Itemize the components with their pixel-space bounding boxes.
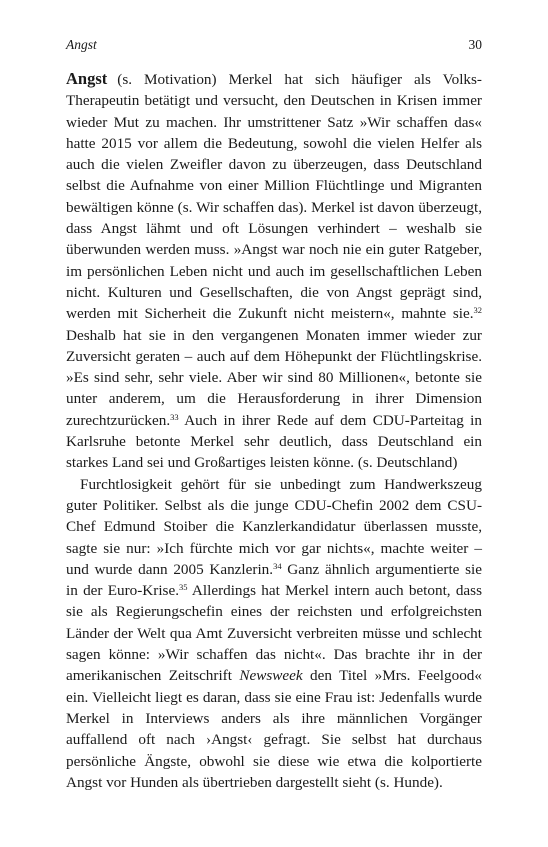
paragraph bbox=[66, 68, 482, 474]
running-head bbox=[66, 36, 482, 54]
text-run: Furchtlosigkeit gehört für sie unbedingt zum Handwerkszeug guter Politiker. Selbst als die junge CDU-Chefin 2002 dem CSU-Chef Edmund Stoiber die Kanzlerkandidatur überlassen musste, sagte sie nur: »Ich fürchte mich vor gar nichts«, machte weiter – und wurde dann 2005 Kanzlerin. bbox=[66, 475, 482, 578]
footnote-marker: 33 bbox=[170, 411, 179, 422]
text-run: Auch in ihrer Rede auf dem CDU-Parteitag in Karlsruhe betonte Merkel sehr deutlich, dass Deutschland ein starkes Land sei und Großartiges leisten könne. (s. Deutschland) bbox=[66, 411, 482, 472]
text-run: den Titel »Mrs. Feelgood« ein. Vielleicht liegt es daran, dass sie eine Frau ist: Jedenfalls wurde Merkel in Interviews anders als ihre männlichen Vorgänger auffallend oft nach ›Angst‹ gefragt. Sie selbst hat durchaus persönliche Ängste, obwohl sie diese wie etwa die kolportierte Angst vor Hunden als übertrieben dargestellt sieht (s. Hunde). bbox=[66, 667, 482, 791]
entry-body bbox=[66, 68, 482, 793]
publication-title: Newsweek bbox=[239, 667, 303, 685]
text-run: Ganz ähnlich argumentierte sie in der Euro-Krise. bbox=[66, 560, 482, 600]
paragraph bbox=[66, 474, 482, 793]
entry-headword: Angst bbox=[66, 69, 108, 88]
footnote-marker: 34 bbox=[273, 560, 282, 571]
text-run: (s. Motivation) Merkel hat sich häufiger als Volks-Therapeutin betätigt und versucht, den Deutschen in Krisen immer wieder Mut zu machen. Ihr umstrittener Satz »Wir schaffen das« hatte 2015 vor allem die Bedeutung, sowohl die vielen Helfer als auch die vielen Zweifler davon zu überzeugen, dass Deutschland selbst die Aufnahme von einer Million Flüchtlinge und Migranten bewältigen könne (s. Wir schaffen das). Merkel ist davon überzeugt, dass Angst lähmt und oft Lösungen verhindert – weshalb sie überwunden werden muss. »Angst war noch nie ein guter Ratgeber, im persönlichen Leben nicht und auch im gesellschaftlichen Leben nicht. Kulturen und Gesellschaften, die von Angst geprägt sind, werden mit Sicherheit die Zukunft nicht meistern«, mahnte sie. bbox=[66, 71, 482, 323]
text-run: Allerdings hat Merkel intern auch betont, dass sie als Regierungschefin eines der reichsten und erfolgreichsten Länder der Welt qua Amt Zuversicht verbreiten müsse und schlecht sagen könne: »Wir schaffen das nicht«. Das brachte ihr in der amerikanischen Zeitschrift bbox=[66, 582, 482, 685]
footnote-marker: 35 bbox=[179, 582, 188, 593]
page-number: 30 bbox=[468, 37, 482, 52]
text-run: Deshalb hat sie in den vergangenen Monaten immer wieder zur Zuversicht geraten – auch auf dem Höhepunkt der Flüchtlingskrise. »Es sind sehr, sehr viele. Aber wir sind 80 Millionen«, betonte sie unter anderem, um die Herausforderung in ihrer Dimension zurechtzurücken. bbox=[66, 326, 482, 429]
running-head-title: Angst bbox=[66, 37, 97, 52]
footnote-marker: 32 bbox=[473, 305, 482, 316]
